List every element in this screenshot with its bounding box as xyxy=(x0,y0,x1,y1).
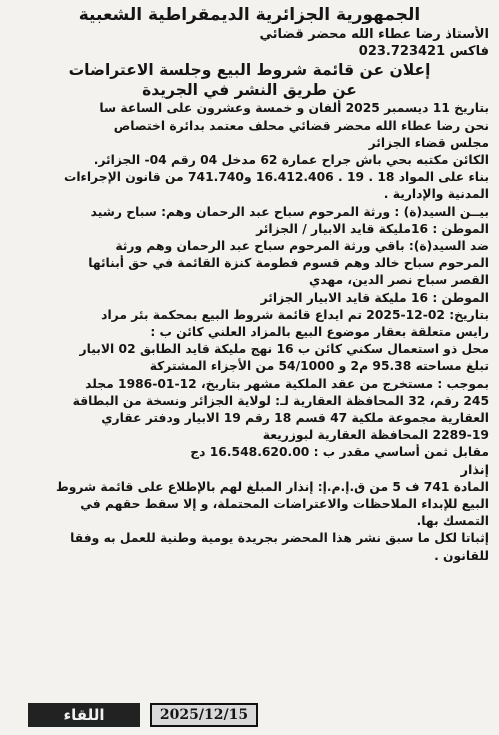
newspaper-name: اللقاء xyxy=(28,703,140,727)
fax-number: فاكس 023.723421 xyxy=(358,44,489,60)
body-line: 245 رقم، 32 المحافظة العقارية لـ: لولاية الجزائر ونسخة من البطاقة xyxy=(72,393,489,408)
body-line: بموجب : مستخرج من عقد الملكية مشهر بتاريخ، 12-01-1986 مجلد xyxy=(85,376,489,391)
body-line: إثباتا لكل ما سبق نشر هذا المحضر بجريدة يومية وطنية للعمل به وفقا xyxy=(70,531,489,546)
publication-date: 2025/12/15 xyxy=(150,703,258,727)
body-line: الموطن : 16مليكة قايد الابيار / الجزائر xyxy=(256,221,489,236)
body-line: القصر سباح نصر الدين، مهدي xyxy=(309,273,489,288)
body-line: المرحوم سباح خالد وهم قسوم فطومة كنزة القائمة في حق أبنائها xyxy=(88,256,489,271)
body-line: محل ذو استعمال سكني كائن ب 16 نهج مليكة قايد الطابق 02 الابيار xyxy=(79,342,489,357)
body-line: العقارية مجموعة ملكية 47 قسم 18 رقم 19 الابيار ودفتر عقاري xyxy=(101,411,489,426)
notice-heading: إعلان عن قائمة شروط البيع وجلسة الاعتراضات xyxy=(68,61,431,80)
body-line: ضد السيد(ة): باقي ورثة المرحوم سباح عبد الرحمان وهم ورثة xyxy=(115,239,489,254)
warning-heading: إنذار xyxy=(460,462,489,478)
body-line: رايس متعلقة بعقار موضوع البيع بالمزاد العلني كائن ب : xyxy=(150,325,489,340)
body-line: نحن رضا عطاء الله محضر قضائي محلف معتمد بدائرة اختصاص xyxy=(113,118,489,133)
body-line: بناء على المواد 18 . 19 . 16.412.406 و741.740 من قانون الإجراءات xyxy=(63,170,489,185)
body-line: 2289-19 المحافظة العقارية لبوزريعة xyxy=(262,428,489,443)
republic-title: الجمهورية الجزائرية الديمقراطية الشعبية xyxy=(78,5,421,25)
body-line: المدنية والإدارية . xyxy=(383,187,489,202)
body-line: البيع للإبداء الملاحظات والاعتراضات المحتملة، و إلا سقط حقهم في xyxy=(80,497,489,512)
publication-footer xyxy=(10,703,489,727)
body-line: الموطن : 16 مليكة قايد الابيار الجزائر xyxy=(260,290,489,305)
body-line: مقابل ثمن أساسي مقدر ب : 16.548.620.00 دج xyxy=(190,445,489,460)
bailiff-name: الأستاذ رضا عطاء الله محضر قضائي xyxy=(259,27,489,42)
body-line: للقانون . xyxy=(434,548,489,563)
notice-body xyxy=(10,100,489,564)
body-line: المادة 741 ف 5 من ق.إ.م.إ: إنذار المبلغ لهم بالإطلاع على قائمة شروط xyxy=(55,479,489,494)
body-line: الكائن مكتبه بحي باش جراح عمارة 62 مدخل 04 رقم 04- الجزائر. xyxy=(93,153,489,168)
body-line: مجلس قضاء الجزائر xyxy=(368,135,489,150)
notice-subheading: عن طريق النشر في الجريدة xyxy=(142,81,357,100)
body-line: بتاريخ 11 ديسمبر 2025 ألفان و خمسة وعشرون على الساعة سا xyxy=(99,101,489,116)
body-line: بيــن السيد(ة) : ورثة المرحوم سباح عبد الرحمان وهم: سباح رشيد xyxy=(90,204,489,219)
body-line: التمسك بها. xyxy=(416,514,489,529)
body-line: بتاريخ: 02-12-2025 تم ايداع قائمة شروط البيع بمحكمة بئر مراد xyxy=(101,307,489,322)
body-line: تبلغ مساحته 95.38 م2 و 54/1000 من الأجزاء المشتركة xyxy=(149,359,489,374)
